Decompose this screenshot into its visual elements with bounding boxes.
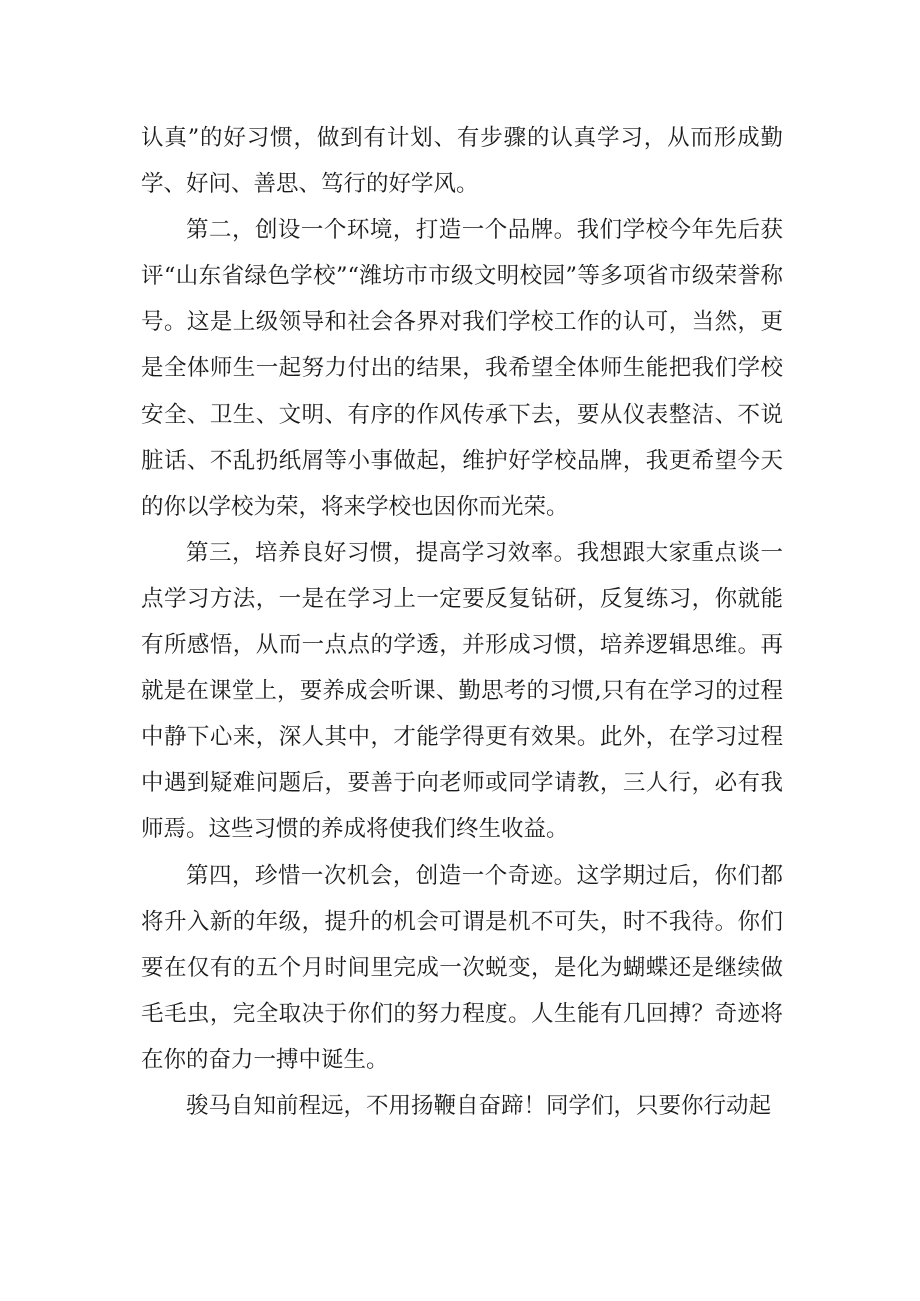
paragraph-continuation: 认真”的好习惯，做到有计划、有步骤的认真学习，从而形成勤学、好问、善思、笃行的好学风。 bbox=[141, 125, 783, 198]
paragraph-fourth-point: 第四，珍惜一次机会，创造一个奇迹。这学期过后，你们都将升入新的年级，提升的机会可谓是机不可失，时不我待。你们要在仅有的五个月时间里完成一次蜕变，是化为蝴蝶还是继续做毛毛虫，完全取决于你们的努力程度。人生能有几回搏？奇迹将在你的奋力一搏中诞生。 bbox=[141, 862, 783, 1073]
paragraph-third-point: 第三，培养良好习惯，提高学习效率。我想跟大家重点谈一点学习方法，一是在学习上一定要反复钻研，反复练习，你就能有所感悟，从而一点点的学透，并形成习惯，培养逻辑思维。再就是在课堂上，要养成会听课、勤思考的习惯,只有在学习的过程中静下心来，深人其中，才能学得更有效果。此外，在学习过程中遇到疑难问题后，要善于向老师或同学请教，三人行，必有我师焉。这些习惯的养成将使我们终生收益。 bbox=[141, 539, 783, 843]
paragraph-closing: 骏马自知前程远，不用扬鞭自奋蹄！同学们，只要你行动起 bbox=[186, 1092, 772, 1119]
document-body bbox=[141, 115, 783, 1129]
paragraph-second-point: 第二，创设一个环境，打造一个品牌。我们学校今年先后获评“山东省绿色学校”“潍坊市市级文明校园”等多项省市级荣誉称号。这是上级领导和社会各界对我们学校工作的认可，当然，更是全体师生一起努力付出的结果，我希望全体师生能把我们学校安全、卫生、文明、有序的作风传承下去，要从仪表整洁、不说脏话、不乱扔纸屑等小事做起，维护好学校品牌，我更希望今天的你以学校为荣，将来学校也因你而光荣。 bbox=[141, 217, 783, 520]
